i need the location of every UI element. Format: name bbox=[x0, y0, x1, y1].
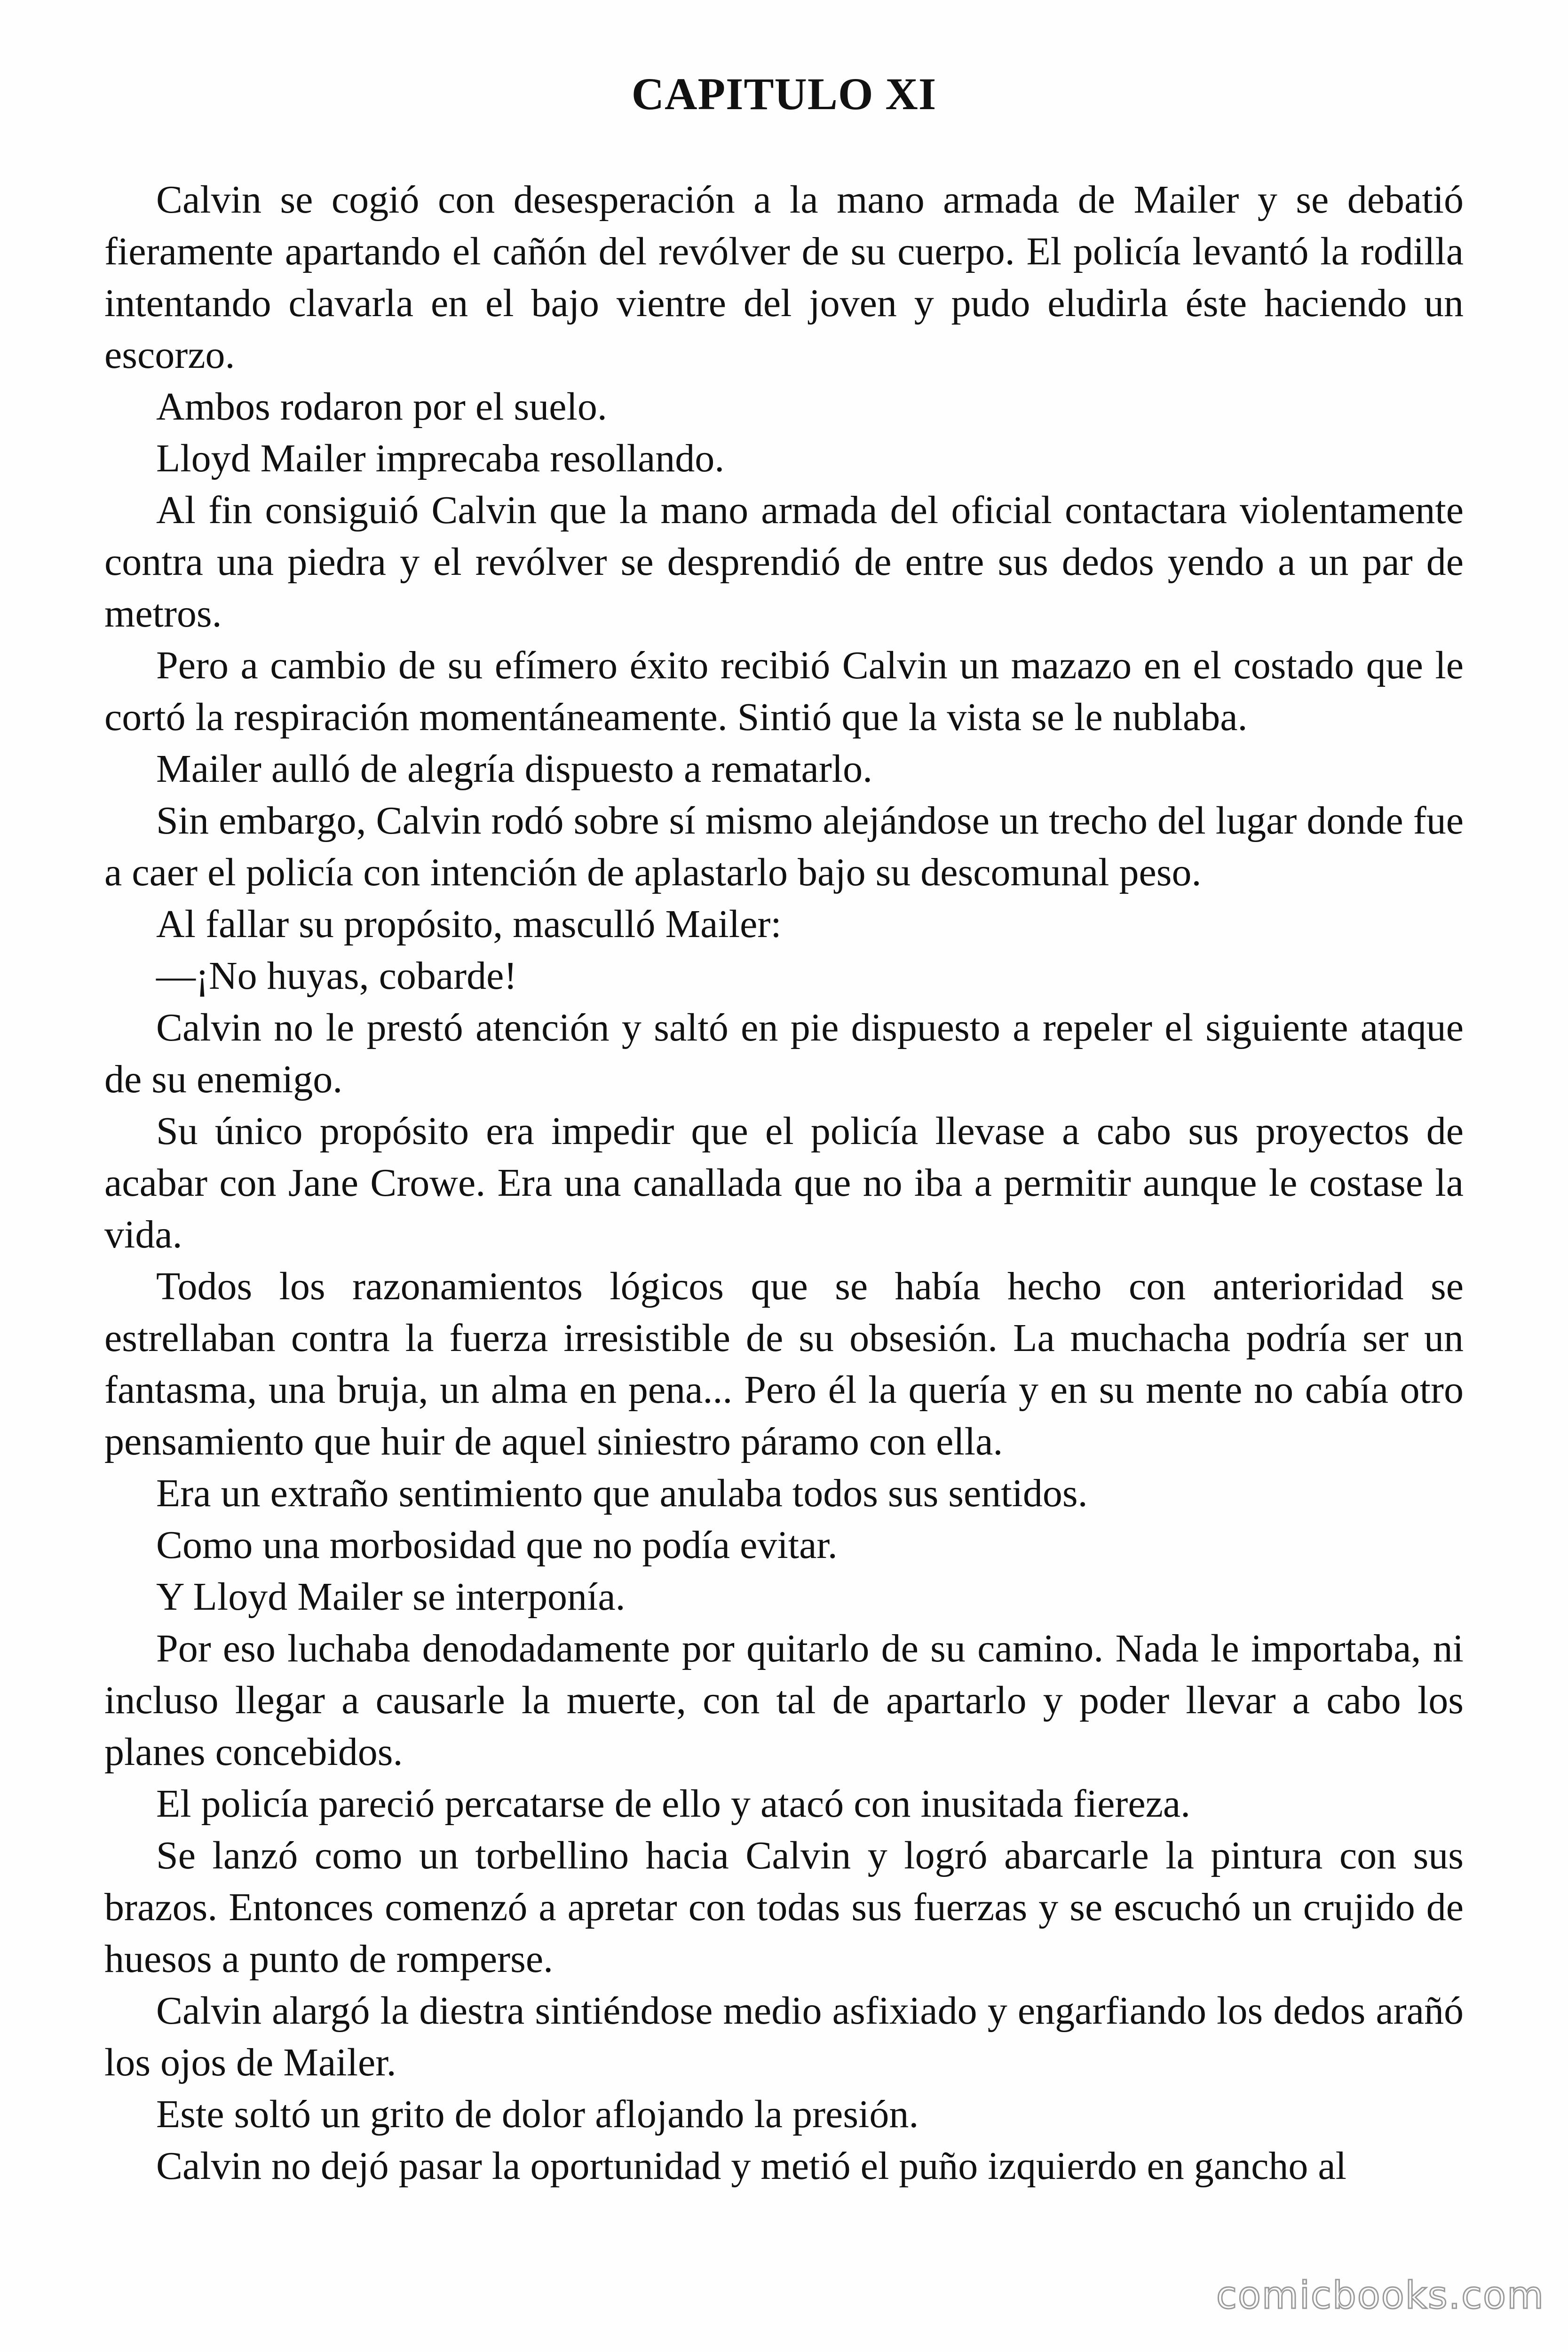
paragraph: Este soltó un grito de dolor aflojando la presión. bbox=[156, 2092, 919, 2136]
paragraph: Su único propósito era impedir que el policía llevase a cabo sus proyectos de acabar con Jane Crowe. Era una canallada que no iba a permitir aunque le costase la vida. bbox=[104, 1109, 1464, 1256]
paragraph: Lloyd Mailer imprecaba resollando. bbox=[156, 437, 725, 480]
watermark-logo: comicbooks.com bbox=[1216, 2273, 1544, 2317]
paragraph: Por eso luchaba denodadamente por quitarlo de su camino. Nada le importaba, ni incluso llegar a causarle la muerte, con tal de apartarlo y poder llevar a cabo los planes concebidos. bbox=[104, 1627, 1464, 1774]
paragraph: Pero a cambio de su efímero éxito recibió Calvin un mazazo en el costado que le cortó la respiración momentáneamente. Sintió que la vista se le nublaba. bbox=[104, 644, 1464, 739]
paragraph: Como una morbosidad que no podía evitar. bbox=[156, 1523, 838, 1567]
dialogue-line: —¡No huyas, cobarde! bbox=[156, 954, 517, 998]
paragraph: Se lanzó como un torbellino hacia Calvin y logró abarcarle la pintura con sus brazos. Entonces comenzó a apretar con todas sus fuerzas y se escuchó un crujido de huesos a punto de romperse. bbox=[104, 1834, 1464, 1981]
paragraph: Al fin consiguió Calvin que la mano armada del oficial contactara violentamente contra una piedra y el revólver se desprendió de entre sus dedos yendo a un par de metros. bbox=[104, 488, 1464, 636]
paragraph: Calvin no le prestó atención y saltó en pie dispuesto a repeler el siguiente ataque de su enemigo. bbox=[104, 1006, 1464, 1101]
chapter-title: CAPITULO XI bbox=[631, 69, 937, 119]
paragraph: Calvin alargó la diestra sintiéndose medio asfixiado y engarfiando los dedos arañó los ojos de Mailer. bbox=[104, 1989, 1464, 2084]
paragraph: Sin embargo, Calvin rodó sobre sí mismo alejándose un trecho del lugar donde fue a caer el policía con intención de aplastarlo bajo su descomunal peso. bbox=[104, 799, 1464, 894]
paragraph: Mailer aulló de alegría dispuesto a rematarlo. bbox=[156, 747, 873, 791]
paragraph: Y Lloyd Mailer se interponía. bbox=[156, 1575, 626, 1619]
paragraph: Ambos rodaron por el suelo. bbox=[156, 385, 607, 429]
paragraph: El policía pareció percatarse de ello y atacó con inusitada fiereza. bbox=[156, 1782, 1191, 1826]
chapter-body bbox=[104, 174, 1464, 2192]
paragraph: Al fallar su propósito, masculló Mailer: bbox=[156, 902, 782, 946]
paragraph-continued: Calvin no dejó pasar la oportunidad y metió el puño izquierdo en gancho al bbox=[156, 2144, 1346, 2188]
paragraph: Calvin se cogió con desesperación a la mano armada de Mailer y se debatió fieramente apartando el cañón del revólver de su cuerpo. El policía levantó la rodilla intentando clavarla en el bajo vientre del joven y pudo eludirla éste haciendo un escorzo. bbox=[104, 178, 1464, 377]
paragraph: Era un extraño sentimiento que anulaba todos sus sentidos. bbox=[156, 1471, 1088, 1515]
paragraph: Todos los razonamientos lógicos que se había hecho con anterioridad se estrellaban contra la fuerza irresistible de su obsesión. La muchacha podría ser un fantasma, una bruja, un alma en pena... Pero él la quería y en su mente no cabía otro pensamiento que huir de aquel siniestro páramo con ella. bbox=[104, 1264, 1464, 1463]
